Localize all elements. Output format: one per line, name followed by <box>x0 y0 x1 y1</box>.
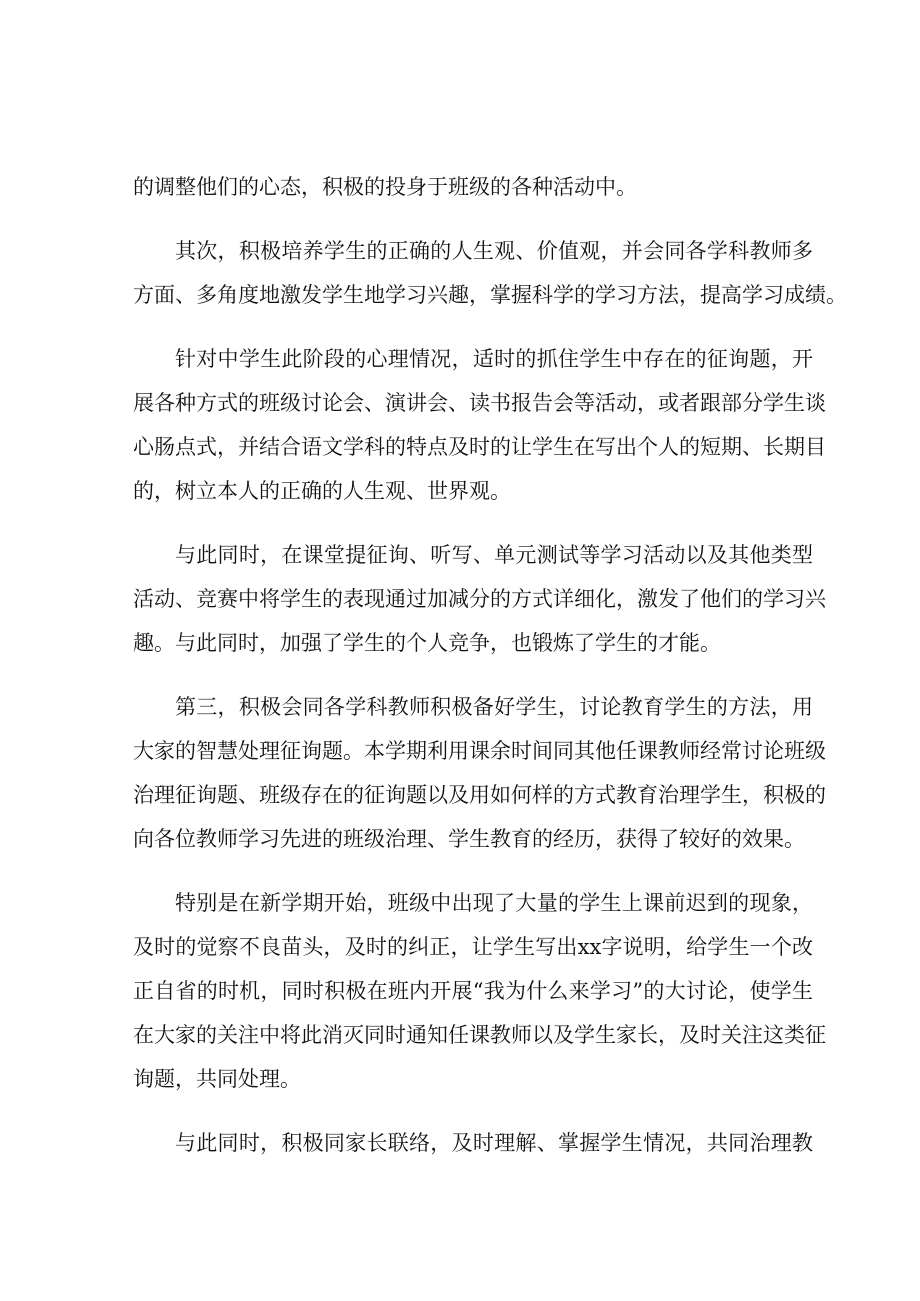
paragraph-3-line-1: 与此同时，在课堂提征询、听写、单元测试等学习活动以及其他类型 <box>175 543 813 567</box>
paragraph-4-line-3: 治理征询题、班级存在的征询题以及用如何样的方式教育治理学生，积极的 <box>133 783 826 807</box>
paragraph-5-line-2: 及时的觉察不良苗头，及时的纠正，让学生写出xx字说明，给学生一个改 <box>133 935 813 959</box>
paragraph-0-line-1: 的调整他们的心态，积极的投身于班级的各种活动中。 <box>133 175 637 199</box>
paragraph-4-line-4: 向各位教师学习先进的班级治理、学生教育的经历，获得了较好的效果。 <box>133 827 805 851</box>
paragraph-4-line-1: 第三，积极会同各学科教师积极备好学生，讨论教育学生的方法，用 <box>175 695 813 719</box>
paragraph-1-line-1: 其次，积极培养学生的正确的人生观、价值观，并会同各学科教师多 <box>175 239 813 263</box>
paragraph-5-line-1: 特别是在新学期开始，班级中出现了大量的学生上课前迟到的现象， <box>175 891 813 915</box>
paragraph-3-line-3: 趣。与此同时，加强了学生的个人竞争，也锻炼了学生的才能。 <box>133 631 721 655</box>
paragraph-2-line-2: 展各种方式的班级讨论会、演讲会、读书报告会等活动，或者跟部分学生谈 <box>133 391 826 415</box>
paragraph-4-line-2: 大家的智慧处理征询题。本学期利用课余时间同其他任课教师经常讨论班级 <box>133 739 826 763</box>
paragraph-2-line-1: 针对中学生此阶段的心理情况，适时的抓住学生中存在的征询题，开 <box>175 347 813 371</box>
paragraph-3-line-2: 活动、竞赛中将学生的表现通过加减分的方式详细化，激发了他们的学习兴 <box>133 587 826 611</box>
paragraph-2-line-4: 的，树立本人的正确的人生观、世界观。 <box>133 479 511 503</box>
paragraph-5-line-4: 在大家的关注中将此消灭同时通知任课教师以及学生家长，及时关注这类征 <box>133 1023 826 1047</box>
paragraph-5-line-5: 询题，共同处理。 <box>133 1067 301 1091</box>
paragraph-6-line-1: 与此同时，积极同家长联络，及时理解、掌握学生情况，共同治理教 <box>175 1131 813 1155</box>
document-body <box>133 165 847 1165</box>
paragraph-5-line-3: 正自省的时机，同时积极在班内开展“我为什么来学习”的大讨论，使学生 <box>133 979 813 1003</box>
paragraph-1-line-2: 方面、多角度地激发学生地学习兴趣，掌握科学的学习方法，提高学习成绩。 <box>133 283 847 307</box>
paragraph-2-line-3: 心肠点式，并结合语文学科的特点及时的让学生在写出个人的短期、长期目 <box>133 435 826 459</box>
